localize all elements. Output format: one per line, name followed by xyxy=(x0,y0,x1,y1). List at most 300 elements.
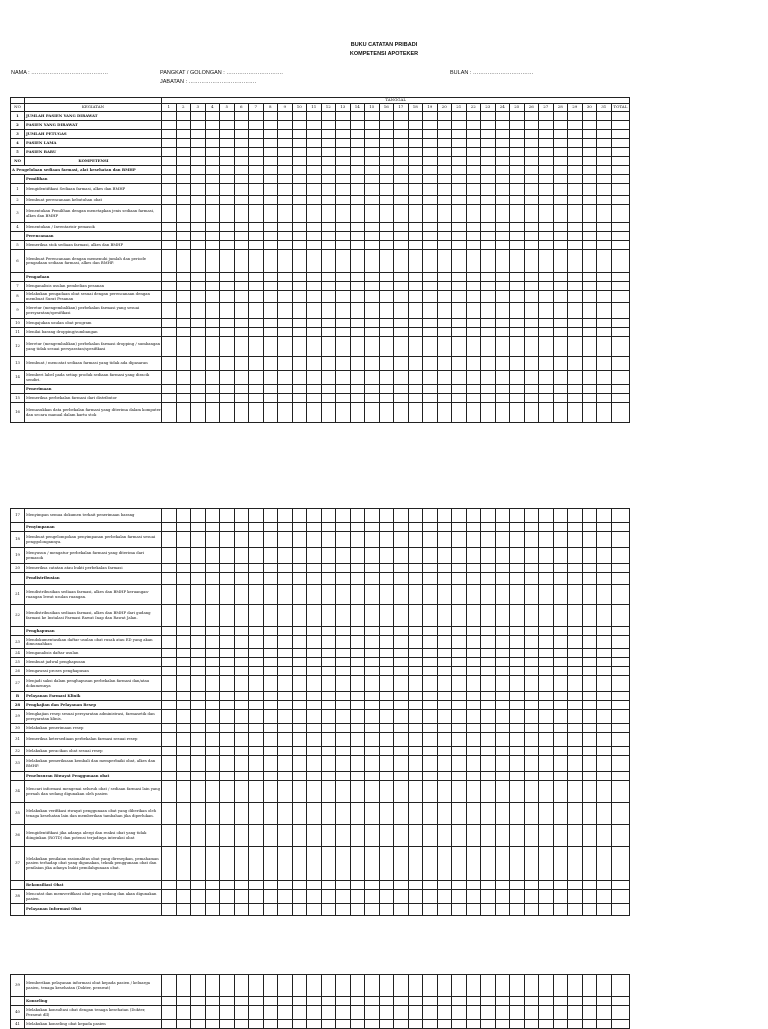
day-cell xyxy=(452,733,467,747)
day-cell xyxy=(249,112,264,121)
day-cell xyxy=(582,403,597,423)
day-cell xyxy=(234,532,249,548)
day-cell xyxy=(495,282,510,291)
day-cell xyxy=(568,627,583,636)
day-cell xyxy=(336,701,351,710)
day-header: 7 xyxy=(249,104,264,112)
day-cell xyxy=(553,747,568,756)
day-cell xyxy=(321,205,336,223)
day-cell xyxy=(263,250,278,273)
day-cell xyxy=(452,205,467,223)
day-cell xyxy=(481,658,496,667)
day-cell xyxy=(220,394,235,403)
row-activity: Penerimaan xyxy=(25,385,162,394)
day-cell xyxy=(249,157,264,166)
day-cell xyxy=(307,733,322,747)
day-cell xyxy=(495,394,510,403)
day-header: 26 xyxy=(524,104,539,112)
day-cell xyxy=(582,825,597,847)
day-cell xyxy=(191,232,206,241)
day-cell xyxy=(379,975,394,997)
day-cell xyxy=(263,532,278,548)
day-cell xyxy=(539,196,554,205)
day-cell xyxy=(437,548,452,564)
day-cell xyxy=(365,548,380,564)
day-cell xyxy=(321,825,336,847)
day-cell xyxy=(379,1020,394,1029)
day-cell xyxy=(495,291,510,303)
day-cell xyxy=(365,291,380,303)
day-cell xyxy=(452,847,467,881)
day-cell xyxy=(553,385,568,394)
row-activity: Melakukan penerimaan resep xyxy=(25,724,162,733)
day-cell xyxy=(365,148,380,157)
day-cell xyxy=(321,997,336,1006)
day-cell xyxy=(437,747,452,756)
day-cell xyxy=(379,385,394,394)
day-cell xyxy=(394,241,409,250)
day-cell xyxy=(292,692,307,701)
day-cell xyxy=(307,676,322,692)
day-cell xyxy=(336,605,351,627)
day-cell xyxy=(452,273,467,282)
day-cell xyxy=(278,148,293,157)
day-cell xyxy=(321,112,336,121)
day-cell xyxy=(539,564,554,573)
day-cell xyxy=(249,241,264,250)
day-cell xyxy=(263,772,278,781)
day-cell xyxy=(162,273,177,282)
day-cell xyxy=(597,291,612,303)
day-cell xyxy=(379,676,394,692)
day-cell xyxy=(336,223,351,232)
day-cell xyxy=(597,509,612,523)
day-cell xyxy=(220,175,235,184)
day-cell xyxy=(350,112,365,121)
day-cell xyxy=(191,385,206,394)
day-cell xyxy=(597,847,612,881)
day-cell xyxy=(568,548,583,564)
day-cell xyxy=(539,733,554,747)
day-cell xyxy=(394,564,409,573)
day-cell xyxy=(249,1020,264,1029)
day-cell xyxy=(466,196,481,205)
day-cell xyxy=(597,627,612,636)
day-cell xyxy=(278,585,293,605)
total-cell xyxy=(611,223,630,232)
day-cell xyxy=(495,904,510,916)
day-cell xyxy=(162,1006,177,1020)
day-cell xyxy=(423,772,438,781)
day-cell xyxy=(524,803,539,825)
day-cell xyxy=(205,273,220,282)
day-cell xyxy=(263,282,278,291)
table-row xyxy=(11,223,630,232)
day-cell xyxy=(568,166,583,175)
day-cell xyxy=(249,605,264,627)
day-cell xyxy=(278,747,293,756)
day-cell xyxy=(162,975,177,997)
row-number: 30 xyxy=(11,724,25,733)
day-cell xyxy=(510,692,525,701)
day-cell xyxy=(162,904,177,916)
day-cell xyxy=(408,273,423,282)
day-cell xyxy=(176,273,191,282)
day-cell xyxy=(176,196,191,205)
day-cell xyxy=(495,975,510,997)
day-cell xyxy=(553,890,568,904)
day-cell xyxy=(350,627,365,636)
day-cell xyxy=(292,890,307,904)
day-cell xyxy=(365,223,380,232)
day-cell xyxy=(263,130,278,139)
day-cell xyxy=(379,184,394,196)
day-cell xyxy=(162,772,177,781)
day-cell xyxy=(582,196,597,205)
day-cell xyxy=(205,184,220,196)
day-cell xyxy=(582,250,597,273)
day-cell xyxy=(481,636,496,649)
day-cell xyxy=(220,573,235,585)
day-cell xyxy=(365,692,380,701)
day-cell xyxy=(437,1020,452,1029)
day-cell xyxy=(437,1006,452,1020)
day-cell xyxy=(568,605,583,627)
day-cell xyxy=(278,523,293,532)
row-activity: Menyimpan semua dokumen terkait penerimaan barang xyxy=(25,509,162,523)
day-cell xyxy=(292,772,307,781)
total-cell xyxy=(611,112,630,121)
day-cell xyxy=(394,667,409,676)
row-activity: Menentukan / Inventarisir pemasok xyxy=(25,223,162,232)
day-cell xyxy=(307,803,322,825)
day-cell xyxy=(321,291,336,303)
table-row xyxy=(11,825,630,847)
day-cell xyxy=(365,523,380,532)
day-cell xyxy=(292,667,307,676)
row-number xyxy=(11,997,25,1006)
day-cell xyxy=(437,303,452,319)
day-cell xyxy=(495,148,510,157)
day-cell xyxy=(466,112,481,121)
day-cell xyxy=(292,205,307,223)
day-cell xyxy=(220,627,235,636)
day-cell xyxy=(481,205,496,223)
day-cell xyxy=(263,232,278,241)
day-cell xyxy=(394,658,409,667)
day-cell xyxy=(249,701,264,710)
day-cell xyxy=(539,1006,554,1020)
day-cell xyxy=(510,509,525,523)
day-cell xyxy=(234,328,249,337)
day-cell xyxy=(191,658,206,667)
day-cell xyxy=(249,371,264,385)
day-cell xyxy=(379,890,394,904)
day-cell xyxy=(234,273,249,282)
day-cell xyxy=(524,139,539,148)
day-cell xyxy=(524,636,539,649)
day-cell xyxy=(350,291,365,303)
day-cell xyxy=(437,667,452,676)
day-cell xyxy=(553,667,568,676)
day-cell xyxy=(452,605,467,627)
day-cell xyxy=(220,825,235,847)
day-cell xyxy=(452,112,467,121)
day-cell xyxy=(553,733,568,747)
day-cell xyxy=(466,371,481,385)
total-cell xyxy=(611,975,630,997)
day-cell xyxy=(597,710,612,724)
day-cell xyxy=(191,1006,206,1020)
day-cell xyxy=(553,658,568,667)
day-cell xyxy=(394,175,409,184)
day-cell xyxy=(510,747,525,756)
day-cell xyxy=(379,636,394,649)
day-cell xyxy=(205,1006,220,1020)
day-cell xyxy=(278,250,293,273)
row-number: 5 xyxy=(11,148,25,157)
row-number: 29 xyxy=(11,710,25,724)
day-cell xyxy=(568,701,583,710)
day-cell xyxy=(437,385,452,394)
day-cell xyxy=(220,250,235,273)
day-cell xyxy=(249,385,264,394)
day-cell xyxy=(162,1020,177,1029)
day-cell xyxy=(336,636,351,649)
day-cell xyxy=(510,658,525,667)
day-cell xyxy=(481,157,496,166)
day-cell xyxy=(205,724,220,733)
day-cell xyxy=(568,291,583,303)
day-cell xyxy=(220,975,235,997)
day-cell xyxy=(321,250,336,273)
day-cell xyxy=(568,385,583,394)
day-cell xyxy=(437,975,452,997)
day-cell xyxy=(162,291,177,303)
day-cell xyxy=(350,724,365,733)
day-cell xyxy=(379,564,394,573)
day-cell xyxy=(220,756,235,772)
table-row xyxy=(11,371,630,385)
day-cell xyxy=(292,523,307,532)
day-cell xyxy=(379,997,394,1006)
day-cell xyxy=(524,772,539,781)
day-cell xyxy=(437,997,452,1006)
day-cell xyxy=(249,223,264,232)
day-cell xyxy=(263,701,278,710)
day-cell xyxy=(553,649,568,658)
day-cell xyxy=(263,710,278,724)
day-cell xyxy=(263,733,278,747)
day-cell xyxy=(553,975,568,997)
day-cell xyxy=(162,130,177,139)
day-cell xyxy=(394,157,409,166)
day-cell xyxy=(437,273,452,282)
day-cell xyxy=(176,357,191,371)
day-cell xyxy=(553,585,568,605)
day-cell xyxy=(582,881,597,890)
day-cell xyxy=(379,1006,394,1020)
day-cell xyxy=(321,241,336,250)
day-cell xyxy=(597,328,612,337)
day-cell xyxy=(234,1006,249,1020)
day-cell xyxy=(162,523,177,532)
day-cell xyxy=(234,636,249,649)
day-cell xyxy=(205,139,220,148)
day-cell xyxy=(539,337,554,357)
day-cell xyxy=(365,328,380,337)
row-number: 17 xyxy=(11,509,25,523)
day-cell xyxy=(336,532,351,548)
day-cell xyxy=(423,232,438,241)
day-cell xyxy=(597,701,612,710)
day-cell xyxy=(336,184,351,196)
day-cell xyxy=(510,337,525,357)
day-cell xyxy=(162,573,177,585)
day-cell xyxy=(205,357,220,371)
day-cell xyxy=(394,825,409,847)
day-cell xyxy=(307,223,322,232)
day-cell xyxy=(336,148,351,157)
day-cell xyxy=(437,890,452,904)
row-activity: Mengawasi proses penghapusan xyxy=(25,667,162,676)
row-number: 40 xyxy=(11,1006,25,1020)
day-cell xyxy=(220,564,235,573)
day-cell xyxy=(437,223,452,232)
day-cell xyxy=(292,825,307,847)
day-cell xyxy=(582,692,597,701)
day-cell xyxy=(263,139,278,148)
table-row xyxy=(11,605,630,627)
day-cell xyxy=(510,319,525,328)
day-cell xyxy=(292,997,307,1006)
day-cell xyxy=(495,403,510,423)
day-cell xyxy=(292,273,307,282)
day-cell xyxy=(539,148,554,157)
day-header: 30 xyxy=(582,104,597,112)
day-cell xyxy=(539,585,554,605)
day-cell xyxy=(292,282,307,291)
table-row xyxy=(11,184,630,196)
day-cell xyxy=(582,890,597,904)
day-cell xyxy=(278,166,293,175)
day-cell xyxy=(191,403,206,423)
day-cell xyxy=(249,532,264,548)
day-cell xyxy=(379,241,394,250)
day-cell xyxy=(510,627,525,636)
day-cell xyxy=(321,627,336,636)
day-cell xyxy=(336,904,351,916)
day-cell xyxy=(292,605,307,627)
day-cell xyxy=(423,282,438,291)
row-activity: Mengidentifikasi jika adanya alergi dan reaksi obat yang tidak diinginkan (ROTD) dan potensi terjadinya interaksi obat xyxy=(25,825,162,847)
table-row xyxy=(11,890,630,904)
day-cell xyxy=(510,605,525,627)
row-number: 1 xyxy=(11,184,25,196)
day-cell xyxy=(582,205,597,223)
row-number: 27 xyxy=(11,676,25,692)
day-cell xyxy=(205,975,220,997)
day-cell xyxy=(234,585,249,605)
total-cell xyxy=(611,241,630,250)
day-cell xyxy=(423,337,438,357)
day-cell xyxy=(307,756,322,772)
day-cell xyxy=(553,1020,568,1029)
day-cell xyxy=(365,241,380,250)
day-cell xyxy=(205,385,220,394)
day-cell xyxy=(597,250,612,273)
day-cell xyxy=(481,573,496,585)
row-activity: Memeriksa stok sediaan farmasi, alkes dan BMHP xyxy=(25,241,162,250)
day-cell xyxy=(292,232,307,241)
day-cell xyxy=(336,756,351,772)
day-cell xyxy=(249,997,264,1006)
day-cell xyxy=(539,904,554,916)
day-cell xyxy=(510,904,525,916)
day-cell xyxy=(408,250,423,273)
day-cell xyxy=(379,523,394,532)
total-cell xyxy=(611,328,630,337)
day-cell xyxy=(423,881,438,890)
day-cell xyxy=(582,184,597,196)
day-cell xyxy=(365,803,380,825)
day-cell xyxy=(437,328,452,337)
day-cell xyxy=(510,250,525,273)
day-cell xyxy=(350,692,365,701)
day-cell xyxy=(568,273,583,282)
day-cell xyxy=(452,523,467,532)
day-cell xyxy=(481,781,496,803)
day-cell xyxy=(379,232,394,241)
day-cell xyxy=(394,196,409,205)
day-cell xyxy=(568,196,583,205)
day-cell xyxy=(365,196,380,205)
day-cell xyxy=(437,636,452,649)
day-cell xyxy=(321,282,336,291)
day-cell xyxy=(437,605,452,627)
day-cell xyxy=(481,724,496,733)
row-activity: Perencanaan xyxy=(25,232,162,241)
day-cell xyxy=(524,394,539,403)
day-cell xyxy=(307,196,322,205)
day-cell xyxy=(365,385,380,394)
day-cell xyxy=(452,1006,467,1020)
day-cell xyxy=(278,139,293,148)
day-cell xyxy=(597,319,612,328)
day-cell xyxy=(510,403,525,423)
day-cell xyxy=(553,523,568,532)
table-row xyxy=(11,319,630,328)
day-cell xyxy=(539,112,554,121)
day-cell xyxy=(524,756,539,772)
day-cell xyxy=(307,291,322,303)
row-activity: Menganalisis usulan pembelian pesanan xyxy=(25,282,162,291)
day-cell xyxy=(394,184,409,196)
day-cell xyxy=(278,756,293,772)
table-row xyxy=(11,250,630,273)
day-cell xyxy=(423,605,438,627)
table-row xyxy=(11,997,630,1006)
competency-table-page-2 xyxy=(10,508,630,916)
day-cell xyxy=(539,573,554,585)
day-cell xyxy=(220,319,235,328)
row-number: 38 xyxy=(11,890,25,904)
day-cell xyxy=(365,175,380,184)
day-cell xyxy=(321,130,336,139)
day-cell xyxy=(597,564,612,573)
day-cell xyxy=(350,605,365,627)
day-cell xyxy=(234,184,249,196)
